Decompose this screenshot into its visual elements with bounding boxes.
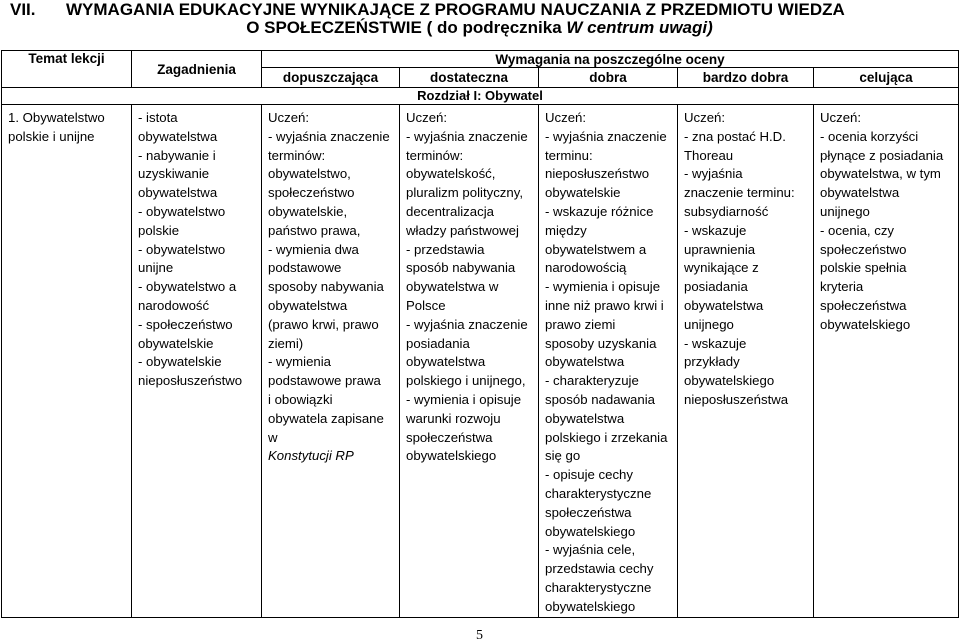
text-line: obywatelstwa (684, 297, 764, 313)
text-line: obywatelstwa (545, 354, 625, 370)
text-line: władzy państwowej (406, 222, 519, 238)
text-line: przedstawia cechy (545, 561, 654, 577)
text-line: - wyjaśnia (684, 166, 743, 182)
text-line: obywatelstwa (545, 410, 625, 426)
text-line: Uczeń: (820, 110, 862, 125)
section-title: Rozdział I: Obywatel (2, 88, 959, 105)
text-line: - wskazuje (684, 222, 747, 238)
text-line: Uczeń: (545, 110, 587, 125)
text-line: obywatelstwa (406, 354, 486, 370)
text-line: - przedstawia (406, 241, 485, 257)
text-line: narodowość (138, 297, 210, 313)
text-line: - charakteryzuje (545, 373, 639, 389)
text-line: obywatelskie (138, 335, 214, 351)
text-line: - obywatelstwo (138, 203, 226, 219)
text-line: terminów: (406, 147, 464, 163)
text-line: znaczenie terminu: (684, 185, 795, 201)
text-line: obywatelskiego (684, 373, 775, 389)
text-line: Uczeń: (406, 110, 448, 125)
konstytucja-line: w Konstytucji RP (268, 429, 354, 464)
text-line: państwo prawa, (268, 222, 361, 238)
text-line: sposób nadawania (545, 391, 655, 407)
text-line: nieposłuszeństwo (138, 373, 243, 389)
cell-dopuszczajaca (262, 105, 400, 618)
text-line: - wskazuje różnice (545, 203, 654, 219)
text-line: - wymienia dwa (268, 241, 359, 257)
text-line: uzyskiwanie (138, 166, 210, 182)
text-line: - obywatelstwo a (138, 279, 237, 295)
text-line: 1. Obywatelstwo (8, 110, 105, 125)
text-line: sposoby uzyskania (545, 335, 657, 351)
text-line: - wyjaśnia znaczenie (406, 128, 528, 144)
text-line: pluralizm polityczny, (406, 185, 524, 201)
text-line: wynikające z (684, 260, 759, 276)
text-line: - wymienia i opisuje (406, 391, 522, 407)
text-line: polskiego i zrzekania (545, 429, 668, 445)
text-line: unijnego (820, 203, 870, 219)
text-line: - wyjaśnia znaczenie (545, 128, 667, 144)
text-line: - wyjaśnia znaczenie (268, 128, 390, 144)
requirements-table (1, 50, 959, 618)
text-line: obywatelskiego (545, 598, 636, 614)
text-line: subsydiarność (684, 203, 769, 219)
title-text-2-italic: W centrum uwagi) (566, 18, 713, 37)
text-line: kryteria (820, 279, 864, 295)
text-line: i obowiązki (268, 391, 333, 407)
text-line: podstawowe (268, 260, 342, 276)
text-line: społeczeństwa (406, 429, 493, 445)
text-line: - społeczeństwo (138, 316, 233, 332)
text-line: - wskazuje (684, 335, 747, 351)
text-line: - zna postać H.D. (684, 128, 786, 144)
text-line: narodowością (545, 260, 627, 276)
title-text-1: WYMAGANIA EDUKACYJNE WYNIKAJĄCE Z PROGRAMU NAUCZANIA Z PRZEDMIOTU WIEDZA (66, 0, 845, 19)
text-line: płynące z posiadania (820, 147, 944, 163)
section-number: VII. (10, 0, 36, 19)
text-line: prawo ziemi (545, 316, 616, 332)
text-line: - wyjaśnia znaczenie (406, 316, 528, 332)
text-line: uprawnienia (684, 241, 756, 257)
header-zagadnienia: Zagadnienia (132, 51, 262, 88)
text-line: - wymienia (268, 354, 332, 370)
grade-bardzo-dobra: bardzo dobra (678, 68, 814, 88)
text-line: posiadania (406, 335, 470, 351)
text-line: decentralizacja (406, 203, 494, 219)
header-wymagania: Wymagania na poszczególne oceny (262, 51, 959, 68)
text-line: - wyjaśnia cele, (545, 542, 636, 558)
text-line: obywatelstwa (268, 297, 348, 313)
document-title-line-2 (0, 18, 959, 38)
text-line: charakterystyczne (545, 579, 652, 595)
text-line: obywatelskiego (545, 523, 636, 539)
text-line: - wymienia i opisuje (545, 279, 661, 295)
text-line: nieposłuszeństwo (545, 166, 650, 182)
text-line: przykłady (684, 354, 740, 370)
text-line: terminów: (268, 147, 326, 163)
text-line: społeczeństwa (545, 504, 632, 520)
text-line: społeczeństwo (268, 185, 355, 201)
text-line: się go (545, 448, 581, 464)
text-line: terminu: (545, 147, 593, 163)
document-title-line-1 (10, 0, 959, 20)
cell-zagadnienia (132, 105, 262, 618)
cell-bardzo-dobra (678, 105, 814, 618)
text-line: unijnego (684, 316, 734, 332)
text-line: obywatelstwa, w tym (820, 166, 941, 182)
text-line: obywatelstwa w (406, 279, 499, 295)
text-line: (prawo krwi, prawo (268, 316, 379, 332)
text-line: obywatela zapisane (268, 410, 384, 426)
text-line: - opisuje cechy (545, 467, 633, 483)
text-line: obywatelskie, (268, 203, 348, 219)
text-line: obywatelstwa (138, 185, 218, 201)
title-text-2: O SPOŁECZEŃSTWIE ( do podręcznika (246, 18, 567, 37)
text-line: obywatelskość, (406, 166, 496, 182)
text-line: Polsce (406, 297, 446, 313)
text-line: obywatelskiego (406, 448, 497, 464)
grade-dopuszczajaca: dopuszczająca (262, 68, 400, 88)
text-line: - obywatelskie (138, 354, 222, 370)
text-line: sposoby nabywania (268, 279, 384, 295)
text-line: sposób nabywania (406, 260, 516, 276)
text-line: Thoreau (684, 147, 734, 163)
text-line: - ocenia korzyści (820, 128, 919, 144)
text-line: ziemi) (268, 335, 304, 351)
text-line: obywatelstwo, (268, 166, 351, 182)
text-line: obywatelskie (545, 185, 621, 201)
text-line: posiadania (684, 279, 748, 295)
grade-dobra: dobra (539, 68, 678, 88)
text-line: - nabywanie i (138, 147, 216, 163)
text-line: obywatelskiego (820, 316, 911, 332)
text-line: obywatelstwa (820, 185, 900, 201)
cell-celujaca (814, 105, 959, 618)
text-line: - istota (138, 110, 178, 125)
text-line: między (545, 222, 587, 238)
text-line: polskie spełnia (820, 260, 907, 276)
text-line: społeczeństwo (820, 241, 907, 257)
text-line: polskie i unijne (8, 128, 95, 144)
text-line: polskiego i unijnego, (406, 373, 526, 389)
text-line: obywatelstwem a (545, 241, 647, 257)
text-line: obywatelstwa (138, 128, 218, 144)
header-temat-lekcji: Temat lekcji (2, 51, 132, 88)
text-line: warunki rozwoju (406, 410, 501, 426)
text-line: społeczeństwa (820, 297, 907, 313)
text-line: Uczeń: (684, 110, 726, 125)
text-line: polskie (138, 222, 180, 238)
text-line: - obywatelstwo (138, 241, 226, 257)
text-line: - ocenia, czy (820, 222, 895, 238)
grade-dostateczna: dostateczna (400, 68, 539, 88)
text-line: unijne (138, 260, 174, 276)
grade-celujaca: celująca (814, 68, 959, 88)
cell-dobra (539, 105, 678, 618)
text-line: nieposłuszeństwa (684, 391, 789, 407)
text-line: inne niż prawo krwi i (545, 297, 664, 313)
page-number: 5 (476, 628, 483, 643)
text-line: charakterystyczne (545, 485, 652, 501)
cell-dostateczna (400, 105, 539, 618)
cell-temat (2, 105, 132, 618)
text-line: Uczeń: (268, 110, 310, 125)
text-line: podstawowe prawa (268, 373, 381, 389)
